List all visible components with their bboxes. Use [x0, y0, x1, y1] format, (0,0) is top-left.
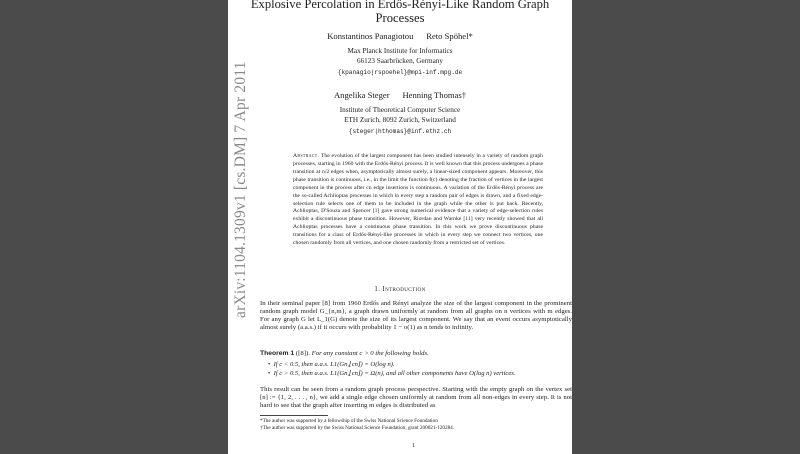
process-paragraph: This result can be seen from a random graph process perspective. Starting with the empty graph on the vertex set [n] := {1, 2, . . . , n}, we add a single edge chosen uniformly at random from all non-edges in every step. It is not hard to see that the graph after inserting m edges is distributed as [260, 386, 572, 410]
page-number: 1 [412, 443, 415, 449]
section-heading: 1. Introduction [374, 286, 426, 293]
intro-paragraph: In their seminal paper [8] from 1960 Erdős and Rényi analyze the size of the largest component in the prominent random graph model G_{n,m}, a graph drawn uniformly at random from all graphs on n vertices with m edges. For any graph G let L_1(G) denote the size of its largest component. We say that an event occurs asymptotically almost surely (a.a.s.) if it occurs with probability 1 − o(1) as n tends to infinity. [260, 300, 572, 332]
institution-group2: Institute of Theoretical Computer Science [339, 106, 461, 114]
address-group1: 66123 Saarbrücken, Germany [356, 57, 444, 65]
footnote-rule [260, 415, 328, 416]
footnote-2: †The author was supported by the Swiss National Science Foundation, grant 200021-120284. [260, 425, 455, 431]
paper-title-line2: Processes [375, 11, 425, 25]
footnote-1: *The author was supported by a fellowship of the Swiss National Science Foundation [260, 418, 438, 424]
abstract [293, 153, 543, 248]
email-group2: {steger|hthomas}@inf.ethz.ch [348, 128, 452, 135]
institution-group1: Max Planck Institute for Informatics [347, 47, 453, 55]
email-group1: {kpanagio|rspoehel}@mpi-inf.mpg.de [337, 69, 463, 76]
theorem-item-1: • If c < 0.5, then a.a.s. L1(Gn,⌊cn⌋) = O(log n). [268, 361, 395, 368]
arxiv-identifier: arXiv:1104.1309v1 [cs.DM] 7 Apr 2011 [232, 61, 249, 318]
theorem-statement: For any constant c > 0 the following holds. [311, 350, 429, 357]
authors-group1: Konstantinos Panagiotou Reto Spöhel* [327, 31, 473, 41]
theorem-item-2: • If c > 0.5, then a.a.s. L1(Gn,⌊cn⌋) = Ω(n), and all other components have O(log n) vertices. [268, 370, 516, 377]
paper-title-line1: Explosive Percolation in Erdős-Rényi-Like Random Graph [250, 0, 550, 11]
abstract-text: The evolution of the largest component has been studied intensely in a variety of random graph processes, starting in 1960 with the Erdős-Rényi process. It is well known that this process undergoes a phase transition at n/2 edges when, asymptotically almost surely, a linear-sized component appears. Moreover, this phase transition is continuous, i.e., in the limit the function f(c) denoting the fraction of vertices in the largest component in the process after cn edge insertions is continuous. A variation of the Erdős-Rényi process are the so-called Achlioptas processes in which in every step a random pair of edges is drawn, and a fixed edge-selection rule selects one of them to be included in the graph while the other is put back. Recently, Achlioptas, D'Souza and Spencer [1] gave strong numerical evidence that a variety of edge-selection rules exhibit a discontinuous phase transition. However, Riordan and Warnke [11] very recently showed that all Achlioptas processes have a continuous phase transition. In this work we prove discontinuous phase transitions for a class of Erdős-Rényi-like processes in which in every step we connect two vertices, one chosen randomly from all vertices, and one chosen randomly from a restricted set of vertices. [293, 153, 544, 247]
authors-group2: Angelika Steger Henning Thomas† [333, 90, 467, 100]
theorem-1 [260, 350, 572, 358]
address-group2: ETH Zurich, 8092 Zurich, Switzerland [344, 116, 456, 124]
theorem-label: Theorem 1 [260, 350, 295, 357]
theorem-ref: ([8]). [295, 350, 310, 357]
abstract-label: Abstract. [293, 153, 320, 159]
